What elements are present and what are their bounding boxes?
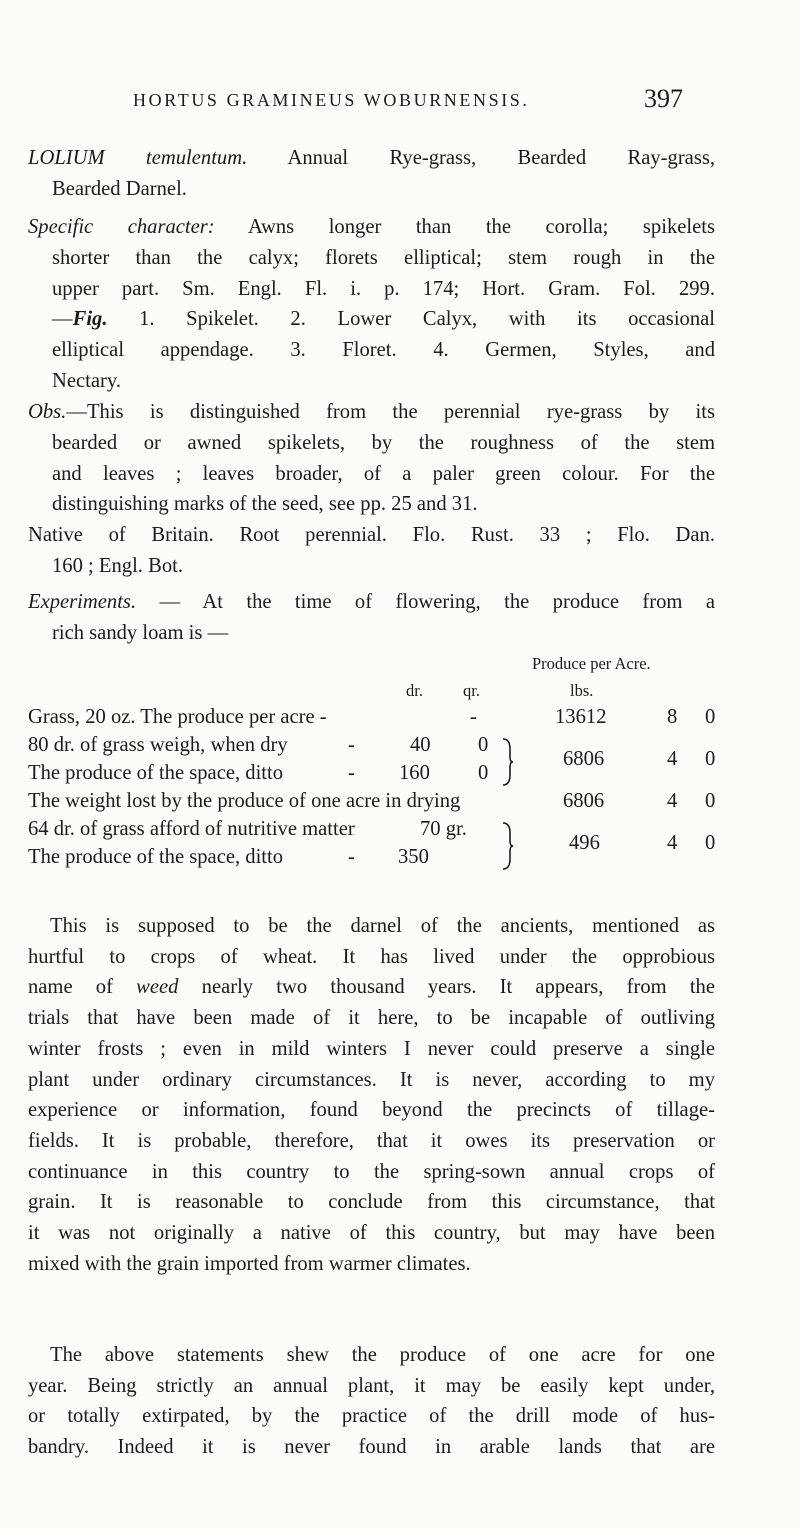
observations: Obs.—This is distinguished from the perennial rye-grass by its <box>28 401 715 423</box>
fig-label: Fig. <box>72 308 108 331</box>
experiments: Experiments. — At the time of flowering, the produce from a <box>28 591 715 613</box>
table-row-label: Grass, 20 oz. The produce per acre - <box>28 706 327 728</box>
obs-label: Obs. <box>28 401 67 423</box>
common-names-cont: Bearded Darnel. <box>52 178 187 200</box>
body-paragraph: This is supposed to be the darnel of the ancients, mentioned as hurtful to crops of wheat. It has lived under the opprobious name of weed nearly two thousand years. It appears, from the trials that have been made of it here, to be incapable of outliving winter frosts ; even in mild winters I never could preserve a single plant under ordinary circumstances. It is never, according to my experience or information, found beyond the precincts of tillage- fields. It is probable, therefore, that it owes its preservation or continuance in this country to the spring-sown annual crops of grain. It is reasonable to conclude from this circumstance, that it was not originally a native of this country, but may have been mixed with the grain imported from warmer climates. <box>28 915 715 1275</box>
common-names: Annual Rye-grass, Bearded Ray-grass, <box>287 147 715 169</box>
col-dr: dr. <box>406 681 423 700</box>
table-row-label: The weight lost by the produce of one acre in drying <box>28 790 461 812</box>
bracket-icon <box>500 737 514 787</box>
entry-title <box>28 143 715 174</box>
experiments-label: Experiments. <box>28 591 137 613</box>
page-number: 397 <box>644 84 683 113</box>
table-row-label: 64 dr. of grass afford of nutritive matter <box>28 818 355 840</box>
bracket-icon <box>500 821 514 871</box>
running-head: HORTUS GRAMINEUS WOBURNENSIS. <box>133 90 530 110</box>
table-row-label: The produce of the space, ditto <box>28 846 284 868</box>
table-row-label: The produce of the space, ditto <box>28 762 284 784</box>
specific-label: Specific character: <box>28 216 215 238</box>
col-lbs: lbs. <box>570 681 594 700</box>
produce-header: Produce per Acre. <box>532 654 651 673</box>
native-info: Native of Britain. Root perennial. Flo. Rust. 33 ; Flo. Dan. <box>28 524 715 546</box>
col-qr: qr. <box>463 681 480 700</box>
specific-character: Specific character: Awns longer than the corolla; spikelets <box>28 216 715 238</box>
page-header <box>0 86 801 118</box>
table-row-label: 80 dr. of grass weigh, when dry <box>28 734 288 756</box>
document-page: HORTUS GRAMINEUS WOBURNENSIS. 397 LOLIUM temulentum. Annual Rye-grass, Bearded Ray-grass, Bearded Darnel. Specific character: Awns longer than the corolla; spikelets shorter than the calyx; florets elliptical; stem rough in the upper part. Sm. Engl. Fl. i. p. 174; Hort. Gram. Fol. 299. —Fig. 1. Spikelet. 2. Lower Calyx, with its occasional elliptical appendage. 3. Floret. 4. Germen, Styles, and Nectary. Obs.—This is distinguished from the perennial rye-grass by its bearded or awned spikelets, by the roughness of the stem and leaves ; leaves broader, of a paler green colour. For the distinguishing marks of the seed, see pp. 25 and 31. Native of Britain. Root perennial. Flo. Rust. 33 ; Flo. Dan. 160 ; Engl. Bot. Experiments. — At the time of flowering, the produce from a rich sandy loam is — Produce per Acre. dr. qr. lbs. Grass, 20 oz. The produce per acre - - 13612 8 0 80 dr. of grass weigh, when dry - 40 0 6806 4 0 The produce of the space, ditto - 160 0 The weight lost by the produce of one acre in drying 6806 4 0 64 dr. of grass afford of nutritive matter 70 gr. 496 4 0 The produce of the space, ditto - 350 This is supposed to be the darnel of the ancients, mentioned as hurtful to crops of wheat. It has lived under the opprobious name of weed nearly two thousand years. It appears, from the trials that have been made of it here, to be incapable of outliving winter frosts ; even in mild winters I never could preserve a single plant under ordinary circumstances. It is never, according to my experience or information, found beyond the precincts of tillage- fields. It is probable, therefore, that it owes its preservation or continuance in this country to the spring-sown annual crops of grain. It is reasonable to conclude from this circumstance, that it was not originally a native of this country, but may have been mixed with the grain imported from warmer climates. The above statements shew the produce of one acre for one year. Being strictly an annual plant, it may be easily kept under, or totally extirpated, by the practice of the drill mode of hus- bandry. Indeed it is never found in arable lands that are <box>0 0 801 1529</box>
emphasis-weed: weed <box>136 976 179 999</box>
latin-name: LOLIUM temulentum. <box>28 147 248 169</box>
body-paragraph: The above statements shew the produce of one acre for one year. Being strictly an annual plant, it may be easily kept under, or totally extirpated, by the practice of the drill mode of hus- bandry. Indeed it is never found in arable lands that are <box>28 1344 715 1459</box>
